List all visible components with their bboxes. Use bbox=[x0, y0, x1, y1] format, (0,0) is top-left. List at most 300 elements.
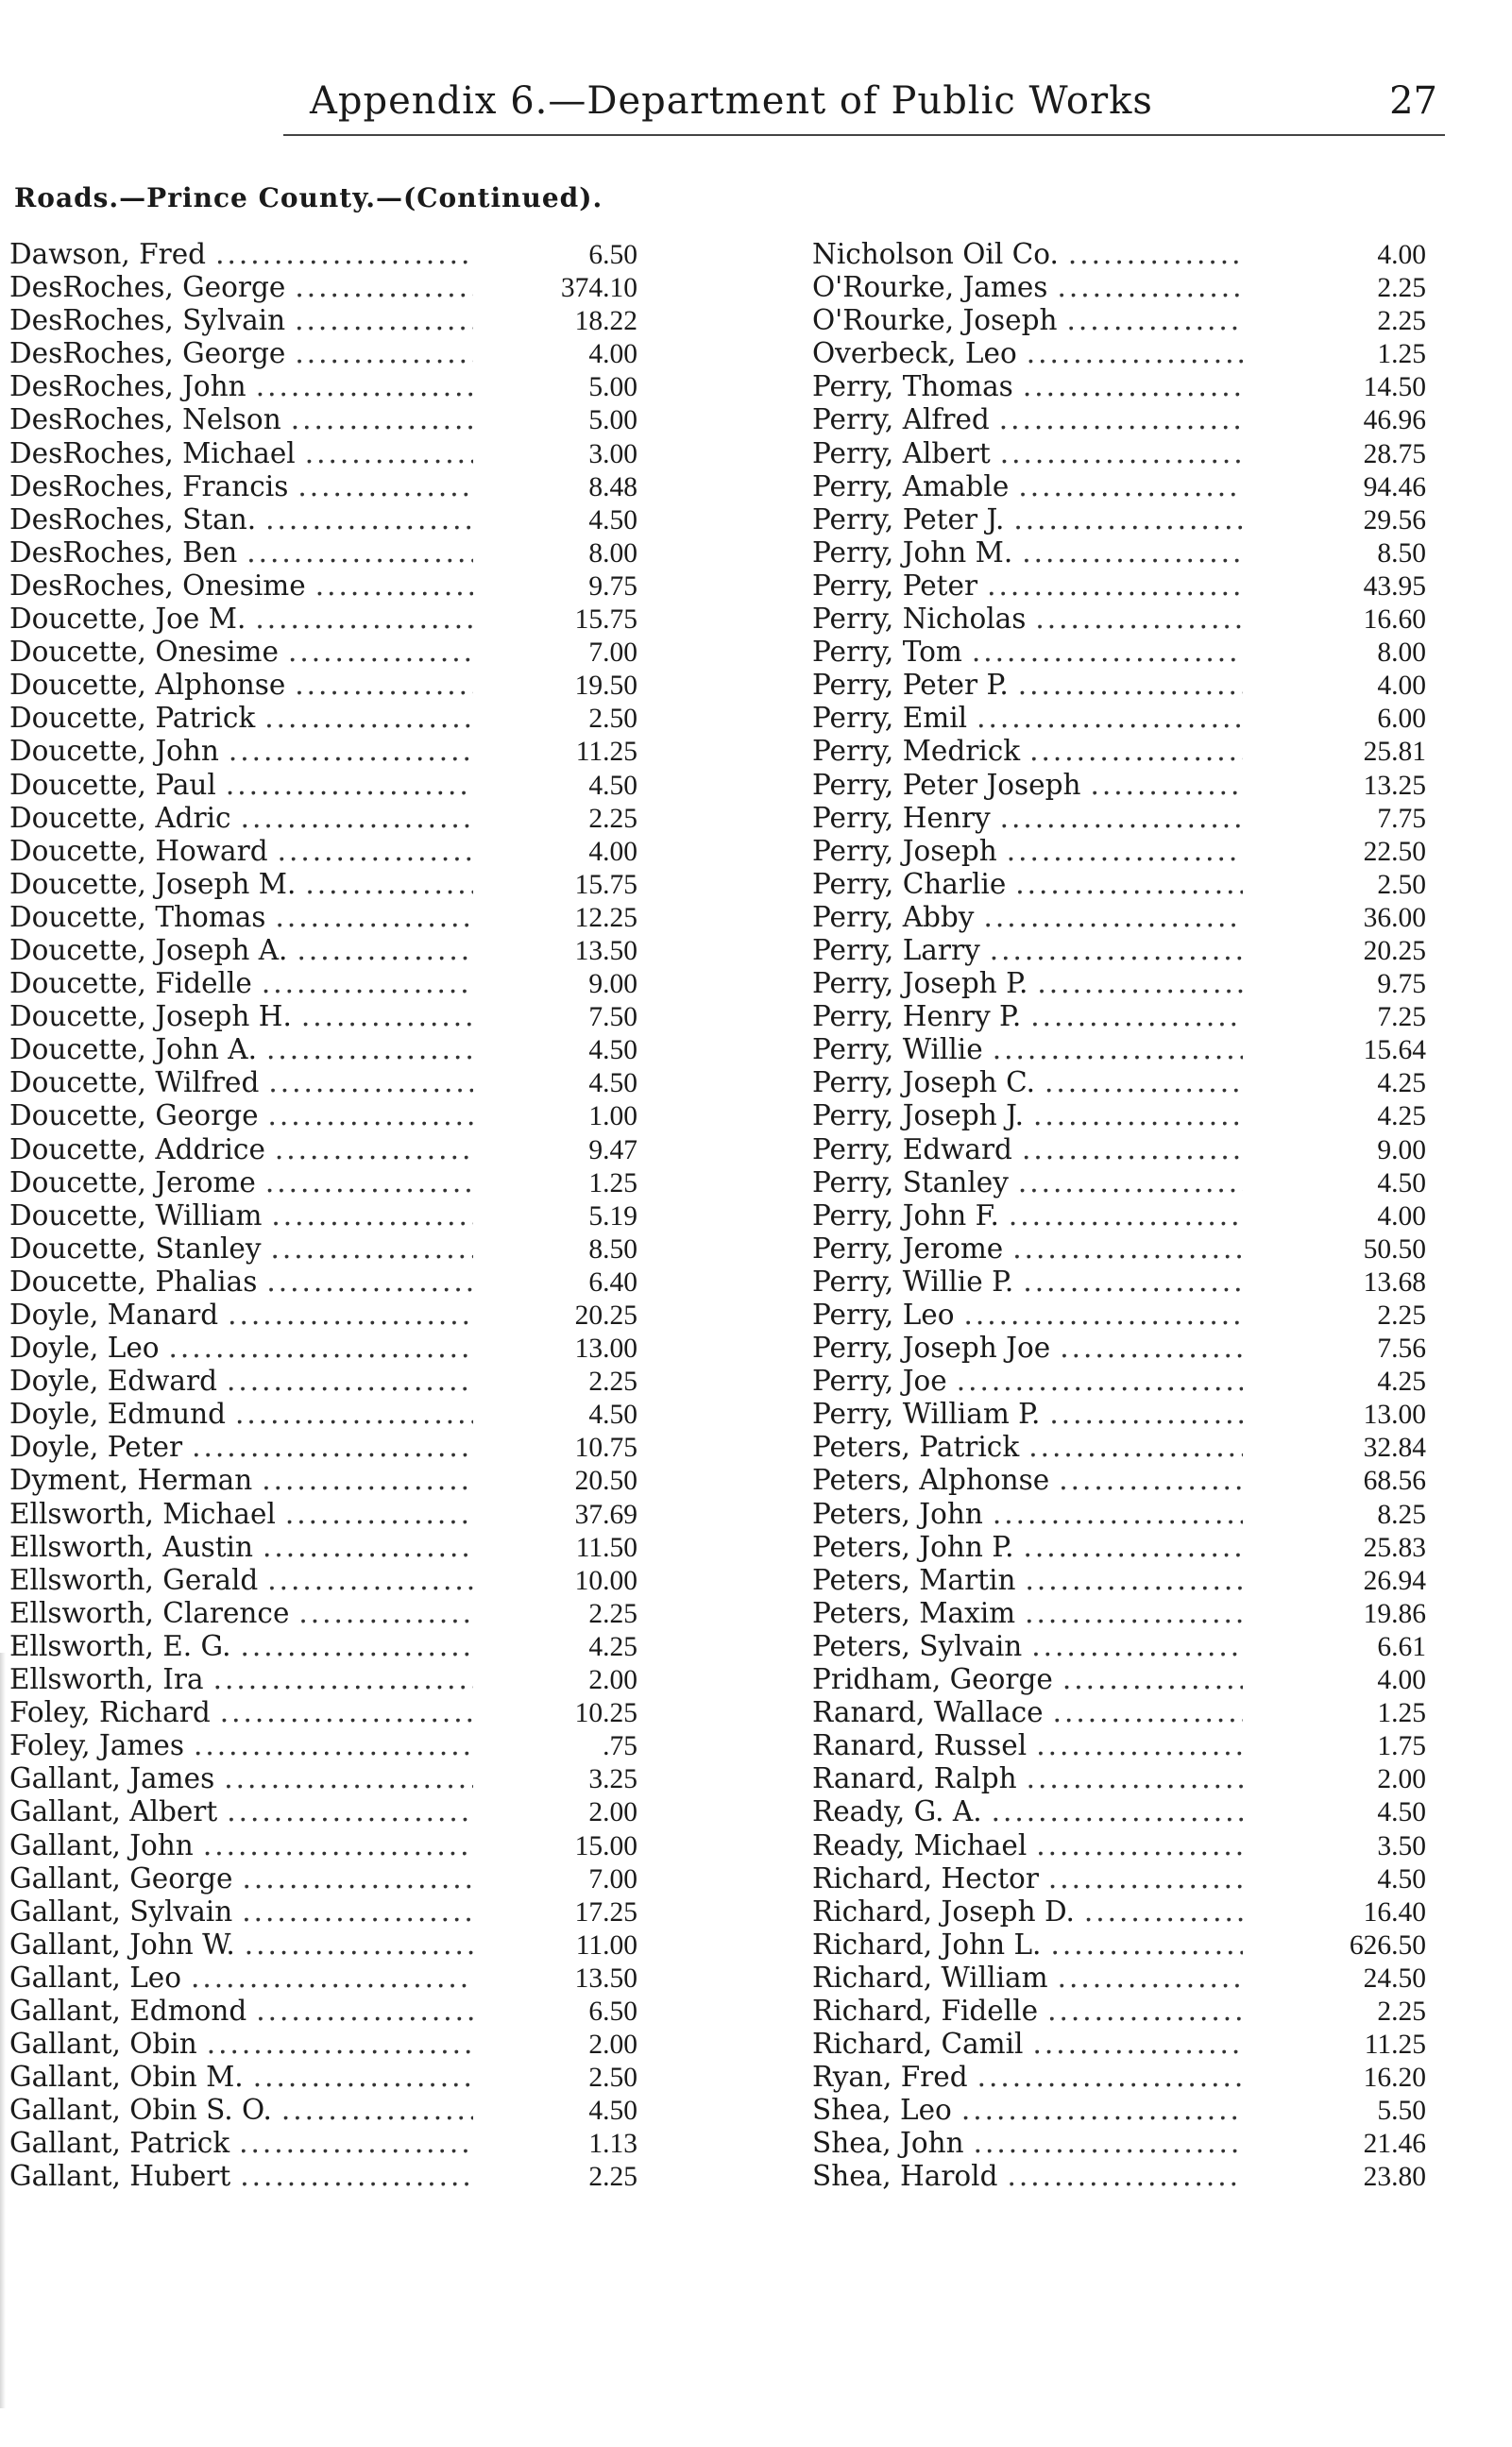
entry-amount: 4.00 bbox=[588, 339, 637, 370]
dot-leader bbox=[1025, 1564, 1243, 1597]
entry-name: Perry, Jerome bbox=[812, 1232, 1004, 1265]
entry-name: Perry, Joe bbox=[812, 1365, 947, 1398]
entry-name: Perry, Edward bbox=[812, 1132, 1012, 1165]
entry-amount: 4.50 bbox=[588, 1068, 637, 1099]
entry-name: Doucette, Thomas bbox=[9, 900, 266, 933]
entry-amount: 13.68 bbox=[1363, 1266, 1426, 1298]
list-item bbox=[9, 1564, 637, 1597]
dot-leader bbox=[1018, 669, 1243, 702]
entry-amount: 2.00 bbox=[588, 1665, 637, 1696]
entry-amount: 7.56 bbox=[1377, 1334, 1426, 1365]
entry-amount: 626.50 bbox=[1349, 1929, 1426, 1961]
entry-amount: 4.50 bbox=[588, 770, 637, 801]
entry-amount: 6.50 bbox=[588, 1996, 637, 2027]
list-item bbox=[812, 1630, 1426, 1663]
entry-amount: .75 bbox=[603, 1731, 637, 1762]
list-item bbox=[9, 1531, 637, 1564]
list-item bbox=[9, 2094, 637, 2127]
entry-amount: 4.50 bbox=[588, 2096, 637, 2127]
dot-leader bbox=[1048, 1862, 1243, 1895]
entry-amount: 9.75 bbox=[588, 570, 637, 602]
entry-amount: 2.25 bbox=[1377, 1300, 1426, 1331]
dot-leader bbox=[961, 2094, 1243, 2127]
entry-name: Perry, Nicholas bbox=[812, 603, 1027, 636]
entry-amount: 8.00 bbox=[1377, 637, 1426, 669]
dot-leader bbox=[226, 769, 473, 802]
list-item bbox=[9, 1663, 637, 1696]
list-item bbox=[9, 1266, 637, 1299]
entry-name: O'Rourke, Joseph bbox=[812, 304, 1058, 337]
entry-name: Dawson, Fred bbox=[9, 238, 207, 270]
dot-leader bbox=[1062, 1663, 1243, 1696]
entry-amount: 68.56 bbox=[1363, 1466, 1426, 1497]
right-column-list bbox=[812, 238, 1426, 2194]
entry-name: Ellsworth, Clarence bbox=[9, 1596, 290, 1629]
list-item bbox=[812, 1232, 1426, 1266]
list-item bbox=[9, 636, 637, 669]
entry-amount: 25.81 bbox=[1363, 737, 1426, 768]
entry-amount: 2.50 bbox=[588, 2063, 637, 2094]
dot-leader bbox=[255, 603, 473, 636]
entry-amount: 20.25 bbox=[1363, 935, 1426, 966]
entry-name: Doucette, Joseph M. bbox=[9, 867, 297, 900]
entry-amount: 14.50 bbox=[1363, 372, 1426, 403]
entry-name: Perry, Joseph C. bbox=[812, 1066, 1036, 1099]
list-item bbox=[812, 536, 1426, 569]
entry-name: Doucette, John bbox=[9, 735, 219, 768]
entry-name: Richard, Hector bbox=[812, 1861, 1039, 1895]
dot-leader bbox=[1018, 470, 1243, 503]
entry-amount: 2.00 bbox=[588, 1797, 637, 1828]
list-item bbox=[9, 901, 637, 934]
entry-amount: 13.50 bbox=[574, 935, 637, 966]
entry-amount: 17.25 bbox=[574, 1896, 637, 1928]
entry-name: Dyment, Herman bbox=[9, 1464, 253, 1497]
entry-name: Doucette, Adric bbox=[9, 801, 231, 834]
entry-amount: 6.61 bbox=[1377, 1631, 1426, 1662]
entry-amount: 21.46 bbox=[1363, 2129, 1426, 2160]
entry-amount: 2.25 bbox=[1377, 306, 1426, 337]
list-item bbox=[812, 1597, 1426, 1630]
dot-leader bbox=[964, 1299, 1244, 1332]
entry-name: Peters, John bbox=[812, 1497, 983, 1530]
list-item bbox=[812, 1762, 1426, 1795]
list-item bbox=[9, 1464, 637, 1497]
dot-leader bbox=[1028, 1431, 1243, 1464]
list-item bbox=[9, 1299, 637, 1332]
dot-leader bbox=[1060, 1332, 1243, 1365]
entry-amount: 10.00 bbox=[574, 1565, 637, 1596]
list-item bbox=[812, 1995, 1426, 2028]
entry-amount: 15.00 bbox=[574, 1830, 637, 1861]
list-item bbox=[812, 1531, 1426, 1564]
dot-leader bbox=[993, 1498, 1243, 1531]
entry-amount: 16.40 bbox=[1363, 1896, 1426, 1928]
entry-name: Doucette, Joe M. bbox=[9, 603, 246, 636]
list-item bbox=[9, 669, 637, 702]
entry-amount: 16.60 bbox=[1363, 604, 1426, 636]
dot-leader bbox=[265, 1166, 473, 1199]
entry-name: DesRoches, George bbox=[9, 337, 286, 370]
list-item bbox=[9, 835, 637, 868]
entry-name: Doucette, Joseph H. bbox=[9, 1000, 292, 1033]
entry-name: Gallant, John W. bbox=[9, 1928, 235, 1961]
dot-leader bbox=[1036, 1729, 1243, 1762]
entry-name: Gallant, Obin M. bbox=[9, 2061, 244, 2094]
entry-amount: 94.46 bbox=[1363, 471, 1426, 502]
entry-name: Ryan, Fred bbox=[812, 2061, 968, 2094]
dot-leader bbox=[295, 337, 473, 370]
list-item bbox=[812, 1000, 1426, 1033]
list-item bbox=[812, 238, 1426, 271]
dot-leader bbox=[1008, 2160, 1243, 2193]
entry-name: DesRoches, Ben bbox=[9, 535, 238, 569]
entry-amount: 15.75 bbox=[574, 869, 637, 900]
entry-name: Perry, Alfred bbox=[812, 403, 990, 436]
entry-amount: 3.50 bbox=[1377, 1830, 1426, 1861]
list-item bbox=[812, 503, 1426, 536]
entry-amount: 9.47 bbox=[588, 1134, 637, 1165]
dot-leader bbox=[298, 1597, 473, 1630]
list-item bbox=[812, 2094, 1426, 2127]
list-item bbox=[9, 1099, 637, 1132]
dot-leader bbox=[291, 403, 473, 436]
list-item bbox=[9, 1862, 637, 1895]
entry-name: Doucette, Jerome bbox=[9, 1165, 256, 1198]
entry-amount: 11.25 bbox=[1364, 2030, 1426, 2061]
dot-leader bbox=[288, 636, 473, 669]
scan-shadow bbox=[0, 1653, 6, 2408]
dot-leader bbox=[262, 967, 473, 1000]
list-item bbox=[812, 1365, 1426, 1398]
dot-leader bbox=[1027, 1762, 1243, 1795]
dot-leader bbox=[203, 1829, 473, 1862]
entry-amount: 18.22 bbox=[574, 306, 637, 337]
entry-name: DesRoches, Michael bbox=[9, 436, 296, 469]
entry-amount: 1.13 bbox=[588, 2129, 637, 2160]
entry-name: Gallant, Leo bbox=[9, 1961, 182, 1994]
dot-leader bbox=[1007, 835, 1243, 868]
entry-amount: 11.50 bbox=[575, 1532, 637, 1563]
entry-amount: 23.80 bbox=[1363, 2162, 1426, 2193]
entry-amount: 9.00 bbox=[1377, 1134, 1426, 1165]
entry-amount: 46.96 bbox=[1363, 405, 1426, 436]
entry-amount: 36.00 bbox=[1363, 902, 1426, 933]
list-item bbox=[9, 238, 637, 271]
entry-name: Gallant, George bbox=[9, 1861, 233, 1895]
entry-amount: 1.25 bbox=[1377, 1698, 1426, 1729]
entry-amount: 4.50 bbox=[588, 1400, 637, 1431]
entry-name: Perry, Emil bbox=[812, 702, 968, 735]
entry-name: Ranard, Russel bbox=[812, 1729, 1028, 1762]
entry-amount: 4.00 bbox=[1377, 240, 1426, 270]
dot-leader bbox=[1009, 1199, 1243, 1232]
entry-name: Gallant, John bbox=[9, 1828, 194, 1861]
entry-amount: 4.00 bbox=[1377, 671, 1426, 702]
entry-amount: 5.00 bbox=[588, 405, 637, 436]
entry-name: Perry, Henry P. bbox=[812, 1000, 1022, 1033]
dot-leader bbox=[191, 1962, 473, 1995]
list-item bbox=[812, 370, 1426, 403]
list-item bbox=[9, 1365, 637, 1398]
entry-name: Doucette, John A. bbox=[9, 1033, 257, 1066]
entry-amount: 22.50 bbox=[1363, 836, 1426, 867]
entry-amount: 8.25 bbox=[1377, 1499, 1426, 1530]
list-item bbox=[812, 271, 1426, 304]
entry-amount: 9.75 bbox=[1377, 969, 1426, 1000]
list-item bbox=[812, 967, 1426, 1000]
list-item bbox=[812, 337, 1426, 370]
dot-leader bbox=[1022, 536, 1243, 569]
entry-amount: 5.50 bbox=[1377, 2096, 1426, 2127]
entry-name: Richard, Fidelle bbox=[812, 1994, 1039, 2027]
entry-name: Doucette, Fidelle bbox=[9, 967, 252, 1000]
entry-amount: 2.00 bbox=[588, 2030, 637, 2061]
entry-name: Peters, Patrick bbox=[812, 1431, 1020, 1464]
entry-name: Gallant, Hubert bbox=[9, 2160, 231, 2193]
dot-leader bbox=[207, 2028, 473, 2061]
entry-name: Foley, James bbox=[9, 1729, 184, 1762]
list-item bbox=[9, 967, 637, 1000]
list-item bbox=[812, 1663, 1426, 1696]
list-item bbox=[9, 802, 637, 835]
entry-name: Perry, John F. bbox=[812, 1198, 999, 1232]
list-item bbox=[9, 769, 637, 802]
list-item bbox=[9, 702, 637, 735]
entry-name: Ready, Michael bbox=[812, 1828, 1028, 1861]
entry-name: Perry, Albert bbox=[812, 436, 991, 469]
entry-amount: 2.25 bbox=[1377, 1996, 1426, 2027]
dot-leader bbox=[1022, 1133, 1243, 1166]
list-item bbox=[9, 1033, 637, 1066]
entry-name: Gallant, James bbox=[9, 1762, 215, 1795]
entry-amount: 11.00 bbox=[575, 1929, 637, 1961]
entry-name: Ellsworth, Gerald bbox=[9, 1563, 259, 1596]
list-item bbox=[812, 1895, 1426, 1929]
entry-name: Doucette, Paul bbox=[9, 768, 216, 801]
entry-amount: 13.25 bbox=[1363, 770, 1426, 801]
entry-amount: 25.83 bbox=[1363, 1532, 1426, 1563]
list-item bbox=[9, 1431, 637, 1464]
list-item bbox=[812, 835, 1426, 868]
dot-leader bbox=[983, 901, 1243, 934]
list-item bbox=[9, 569, 637, 603]
list-item bbox=[9, 1962, 637, 1995]
entry-amount: 2.25 bbox=[588, 803, 637, 834]
list-item bbox=[9, 337, 637, 370]
entry-amount: 24.50 bbox=[1363, 1963, 1426, 1994]
list-item bbox=[812, 1431, 1426, 1464]
list-item bbox=[9, 1199, 637, 1232]
list-item bbox=[812, 1464, 1426, 1497]
list-item bbox=[812, 569, 1426, 603]
list-item bbox=[9, 403, 637, 436]
entry-name: Doucette, Phalias bbox=[9, 1265, 258, 1298]
entry-name: Doucette, Onesime bbox=[9, 636, 279, 669]
list-item bbox=[812, 2127, 1426, 2160]
list-item bbox=[812, 1332, 1426, 1365]
entry-amount: 1.00 bbox=[588, 1101, 637, 1132]
list-item bbox=[812, 1829, 1426, 1862]
list-item bbox=[9, 1929, 637, 1962]
dot-leader bbox=[268, 1066, 473, 1099]
list-item bbox=[9, 1398, 637, 1431]
list-item bbox=[812, 901, 1426, 934]
entry-name: Gallant, Edmond bbox=[9, 1994, 247, 2027]
entry-amount: 4.50 bbox=[1377, 1797, 1426, 1828]
list-item bbox=[812, 802, 1426, 835]
list-item bbox=[812, 1199, 1426, 1232]
entry-amount: 7.00 bbox=[588, 637, 637, 669]
list-item bbox=[9, 1762, 637, 1795]
entry-amount: 5.00 bbox=[588, 372, 637, 403]
entry-amount: 1.75 bbox=[1377, 1731, 1426, 1762]
entry-name: Perry, Henry bbox=[812, 801, 991, 834]
entry-amount: 28.75 bbox=[1363, 438, 1426, 469]
entry-amount: 2.25 bbox=[588, 2162, 637, 2193]
list-item bbox=[812, 636, 1426, 669]
dot-leader bbox=[1047, 1995, 1243, 2028]
entry-name: Doyle, Peter bbox=[9, 1431, 183, 1464]
dot-leader bbox=[245, 1929, 473, 1962]
entry-amount: 2.50 bbox=[588, 704, 637, 735]
list-item bbox=[9, 2061, 637, 2094]
entry-amount: 13.50 bbox=[574, 1963, 637, 1994]
entry-name: DesRoches, Francis bbox=[9, 469, 289, 502]
list-item bbox=[9, 868, 637, 901]
dot-leader bbox=[1045, 1066, 1243, 1099]
entry-amount: 15.75 bbox=[574, 604, 637, 636]
list-item bbox=[812, 1398, 1426, 1431]
entry-name: Overbeck, Leo bbox=[812, 337, 1017, 370]
entry-amount: 50.50 bbox=[1363, 1233, 1426, 1265]
dot-leader bbox=[1031, 1630, 1243, 1663]
entry-name: Perry, Peter J. bbox=[812, 502, 1005, 535]
entry-amount: 9.00 bbox=[588, 969, 637, 1000]
entry-amount: 13.00 bbox=[574, 1334, 637, 1365]
dot-leader bbox=[263, 1531, 473, 1564]
entry-name: DesRoches, Sylvain bbox=[9, 304, 286, 337]
dot-leader bbox=[1015, 868, 1243, 901]
entry-amount: 15.64 bbox=[1363, 1035, 1426, 1066]
entry-name: Peters, Martin bbox=[812, 1563, 1016, 1596]
entry-amount: 4.50 bbox=[1377, 1167, 1426, 1198]
entry-amount: 2.50 bbox=[1377, 869, 1426, 900]
entry-name: Pridham, George bbox=[812, 1663, 1053, 1696]
list-item bbox=[812, 2160, 1426, 2193]
dot-leader bbox=[974, 2127, 1243, 2160]
list-item bbox=[812, 702, 1426, 735]
entry-amount: 19.50 bbox=[574, 671, 637, 702]
entry-name: Doucette, George bbox=[9, 1099, 259, 1132]
list-item bbox=[9, 1232, 637, 1266]
entry-name: Ellsworth, E. G. bbox=[9, 1629, 231, 1662]
list-item bbox=[9, 1498, 637, 1531]
list-item bbox=[812, 1564, 1426, 1597]
entry-name: Doucette, Patrick bbox=[9, 702, 256, 735]
dot-leader bbox=[240, 1630, 473, 1663]
entry-amount: 29.56 bbox=[1363, 504, 1426, 535]
entry-amount: 4.00 bbox=[588, 836, 637, 867]
entry-name: Gallant, Obin bbox=[9, 2028, 197, 2061]
entry-name: Peters, Alphonse bbox=[812, 1464, 1050, 1497]
entry-name: Peters, Maxim bbox=[812, 1596, 1016, 1629]
entry-name: Gallant, Patrick bbox=[9, 2127, 230, 2160]
entry-name: Perry, Thomas bbox=[812, 370, 1013, 403]
dot-leader bbox=[246, 536, 473, 569]
entry-name: Ellsworth, Ira bbox=[9, 1663, 204, 1696]
entry-amount: 2.00 bbox=[1377, 1764, 1426, 1795]
entry-amount: 4.50 bbox=[588, 1035, 637, 1066]
dot-leader bbox=[999, 403, 1243, 436]
dot-leader bbox=[1012, 1232, 1243, 1266]
entry-name: Perry, Medrick bbox=[812, 735, 1021, 768]
dot-leader bbox=[229, 735, 473, 768]
dot-leader bbox=[295, 304, 473, 337]
entry-name: Richard, John L. bbox=[812, 1928, 1042, 1961]
page-number: 27 bbox=[1389, 79, 1437, 123]
list-item bbox=[812, 1099, 1426, 1132]
list-item bbox=[9, 437, 637, 470]
list-item bbox=[9, 1000, 637, 1033]
entry-name: Doucette, Joseph A. bbox=[9, 933, 288, 966]
list-item bbox=[812, 1962, 1426, 1995]
dot-leader bbox=[1067, 304, 1243, 337]
list-item bbox=[9, 2127, 637, 2160]
dot-leader bbox=[224, 1762, 473, 1795]
entry-amount: 20.50 bbox=[574, 1466, 637, 1497]
dot-leader bbox=[1027, 337, 1243, 370]
dot-leader bbox=[275, 901, 473, 934]
list-item bbox=[9, 934, 637, 967]
entry-amount: 2.25 bbox=[588, 1598, 637, 1629]
entry-name: Gallant, Obin S. O. bbox=[9, 2094, 272, 2127]
entry-name: Perry, Larry bbox=[812, 933, 980, 966]
entry-name: DesRoches, Stan. bbox=[9, 502, 257, 535]
entry-amount: 1.25 bbox=[1377, 339, 1426, 370]
entry-name: Perry, Peter bbox=[812, 569, 978, 602]
list-item bbox=[812, 769, 1426, 802]
list-item bbox=[812, 1033, 1426, 1066]
entry-name: Ranard, Wallace bbox=[812, 1696, 1044, 1729]
dot-leader bbox=[242, 1895, 473, 1929]
dot-leader bbox=[1036, 1829, 1243, 1862]
entry-amount: 8.50 bbox=[1377, 537, 1426, 569]
entry-name: Shea, Harold bbox=[812, 2160, 998, 2193]
list-item bbox=[812, 735, 1426, 768]
entry-name: Perry, Peter Joseph bbox=[812, 768, 1081, 801]
entry-amount: 374.10 bbox=[560, 273, 637, 304]
entry-name: Perry, Peter P. bbox=[812, 669, 1009, 702]
entry-name: Ready, G. A. bbox=[812, 1795, 982, 1828]
entry-name: Perry, Joseph J. bbox=[812, 1099, 1025, 1132]
list-item bbox=[812, 2061, 1426, 2094]
entry-amount: 2.25 bbox=[588, 1367, 637, 1398]
dot-leader bbox=[1057, 271, 1243, 304]
entry-name: Perry, Abby bbox=[812, 900, 975, 933]
dot-leader bbox=[305, 868, 473, 901]
dot-leader bbox=[1033, 1099, 1243, 1132]
list-item bbox=[9, 1696, 637, 1729]
list-item bbox=[812, 868, 1426, 901]
left-column-list bbox=[9, 238, 637, 2194]
dot-leader bbox=[295, 669, 473, 702]
entry-amount: 8.00 bbox=[588, 537, 637, 569]
list-item bbox=[9, 1795, 637, 1828]
dot-leader bbox=[1091, 769, 1243, 802]
entry-name: Shea, John bbox=[812, 2127, 964, 2160]
list-item bbox=[9, 1166, 637, 1199]
